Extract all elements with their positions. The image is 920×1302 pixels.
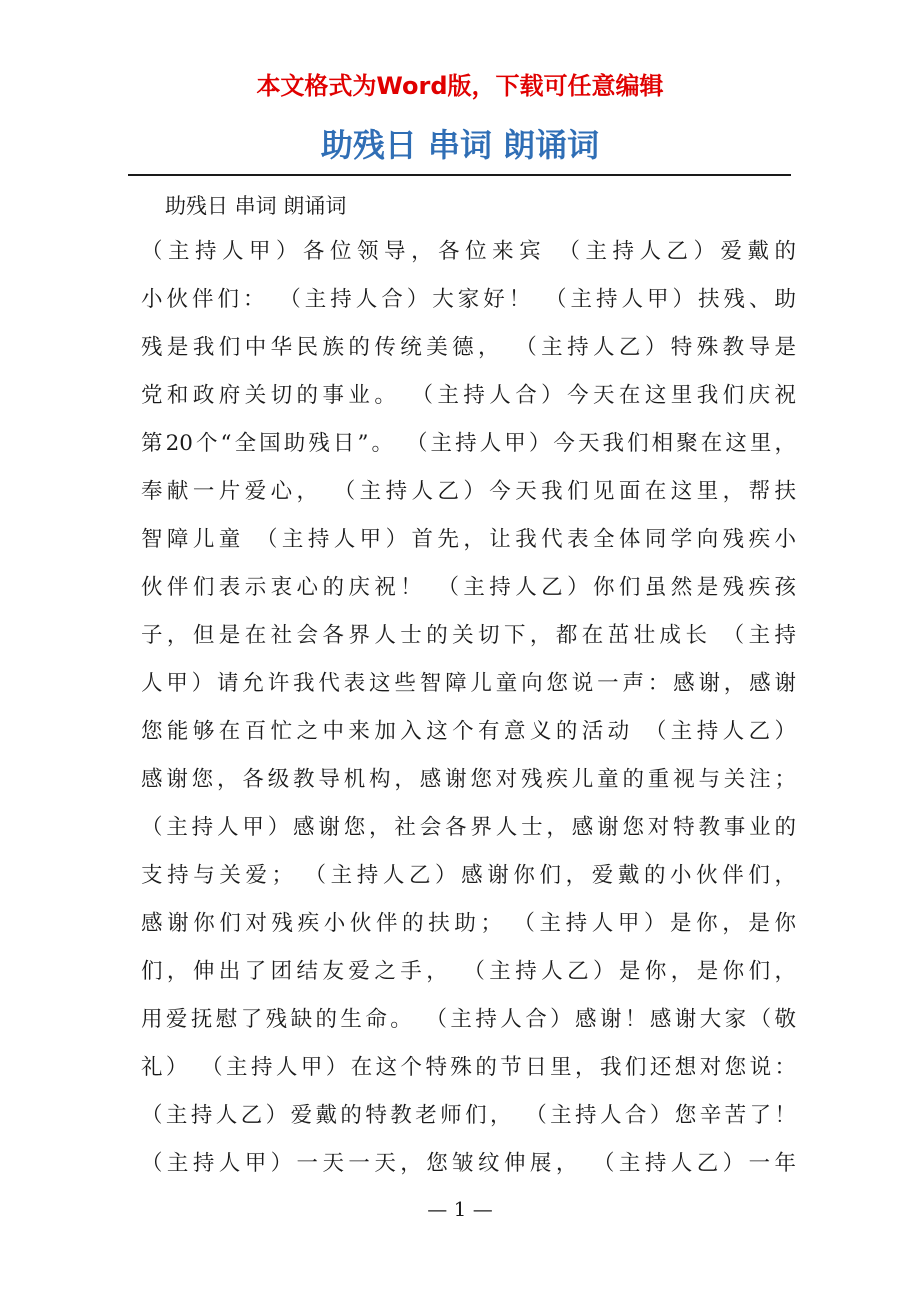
text-line: （主持人甲）各位领导，各位来宾 （主持人乙）爱戴的: [141, 239, 796, 264]
text-line: 礼） （主持人甲）在这个特殊的节日里，我们还想对您说：: [141, 1055, 796, 1080]
document-title: 助残日 串词 朗诵词: [320, 126, 600, 164]
text-line: 小伙伴们： （主持人合）大家好！ （主持人甲）扶残、助: [141, 287, 796, 312]
text-line: （主持人乙）爱戴的特教老师们， （主持人合）您辛苦了！: [141, 1103, 796, 1128]
text-line: 第20个“全国助残日”。 （主持人甲）今天我们相聚在这里，: [141, 431, 796, 456]
text-line: 智障儿童 （主持人甲）首先，让我代表全体同学向残疾小: [141, 527, 796, 552]
document-subtitle: 助残日 串词 朗诵词: [165, 194, 347, 218]
format-notice: 本文格式为Word版，下载可任意编辑: [256, 72, 664, 100]
text-line: 子，但是在社会各界人士的关切下，都在茁壮成长 （主持: [141, 623, 796, 648]
title-divider: [128, 174, 791, 176]
text-line: （主持人甲）一天一天，您皱纹伸展， （主持人乙）一年: [141, 1151, 796, 1176]
text-line: 您能够在百忙之中来加入这个有意义的活动 （主持人乙）: [141, 719, 796, 744]
text-line: 奉献一片爱心， （主持人乙）今天我们见面在这里，帮扶: [141, 479, 796, 504]
text-line: 党和政府关切的事业。 （主持人合）今天在这里我们庆祝: [141, 383, 796, 408]
text-line: 伙伴们表示衷心的庆祝！ （主持人乙）你们虽然是残疾孩: [141, 575, 796, 600]
text-line: 感谢您，各级教导机构，感谢您对残疾儿童的重视与关注；: [141, 767, 796, 792]
text-line: 用爱抚慰了残缺的生命。 （主持人合）感谢！感谢大家（敬: [141, 1007, 796, 1032]
body-text: [141, 228, 796, 1188]
text-line: 人甲）请允许我代表这些智障儿童向您说一声：感谢，感谢: [141, 671, 796, 696]
text-line: 残是我们中华民族的传统美德， （主持人乙）特殊教导是: [141, 335, 796, 360]
text-line: （主持人甲）感谢您，社会各界人士，感谢您对特教事业的: [141, 815, 796, 840]
page-number: — 1 —: [427, 1197, 493, 1221]
text-line: 感谢你们对残疾小伙伴的扶助； （主持人甲）是你，是你: [141, 911, 796, 936]
text-line: 们，伸出了团结友爱之手， （主持人乙）是你，是你们，: [141, 959, 796, 984]
text-line: 支持与关爱； （主持人乙）感谢你们，爱戴的小伙伴们，: [141, 863, 796, 888]
